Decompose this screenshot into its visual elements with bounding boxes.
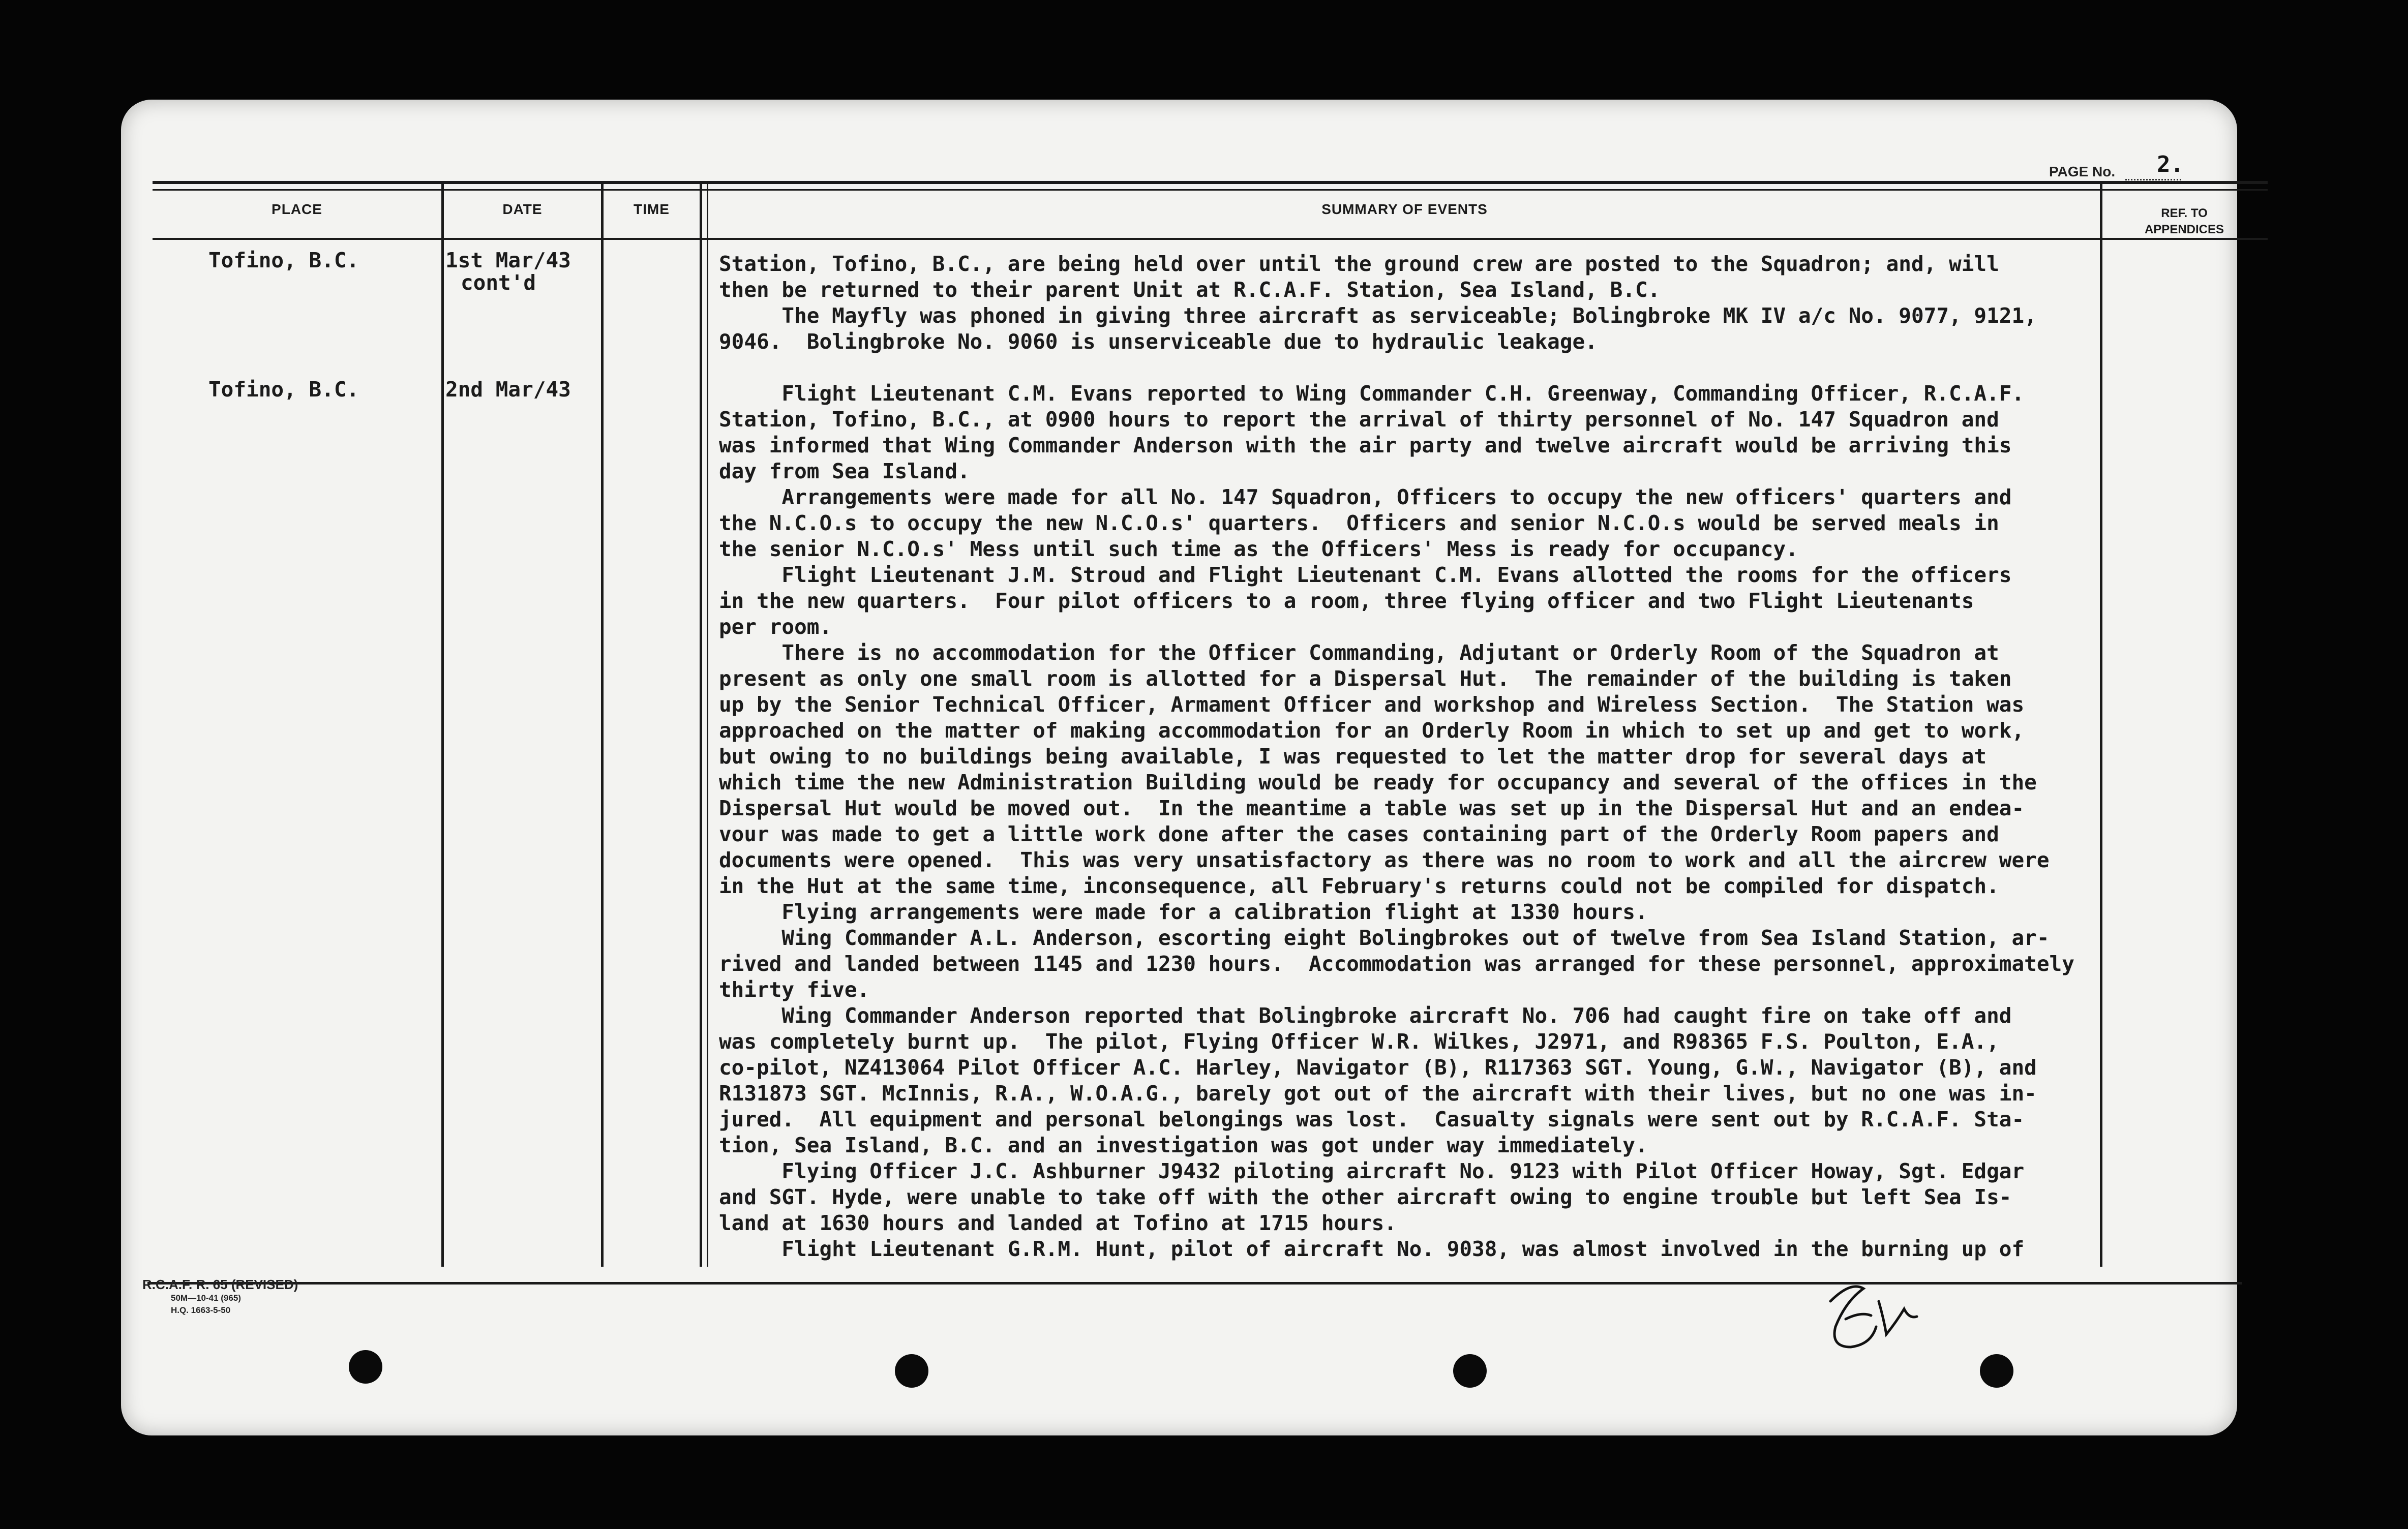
summary-line: Wing Commander A.L. Anderson, escorting eight Bolingbrokes out of twelve from Sea Island Station, ar-	[719, 926, 2050, 950]
table-top-rule-2	[153, 189, 2268, 191]
summary-line: which time the new Administration Building would be ready for occupancy and several of the offices in the	[719, 770, 2037, 794]
summary-line: Flying Officer J.C. Ashburner J9432 piloting aircraft No. 9123 with Pilot Officer Howay, Sgt. Edgar	[719, 1159, 2025, 1183]
entry-1-date-line2: cont'd	[461, 270, 536, 295]
column-divider-place-date	[441, 184, 444, 1267]
punch-hole	[1453, 1354, 1487, 1388]
form-id-line2: 50M—10-41 (965)	[171, 1293, 241, 1303]
punch-hole	[349, 1350, 382, 1384]
summary-line: tion, Sea Island, B.C. and an investigation was got under way immediately.	[719, 1133, 1648, 1157]
header-ref-appendices	[2103, 205, 2266, 238]
summary-line: Station, Tofino, B.C., at 0900 hours to report the arrival of thirty personnel of No. 147 Squadron and	[719, 407, 1999, 432]
header-bottom-rule	[153, 238, 2268, 240]
summary-line: approached on the matter of making accommodation for an Orderly Room in which to set up and get to work,	[719, 718, 2025, 743]
form-id-line1: R.C.A.F. R. 65 (REVISED)	[142, 1277, 298, 1292]
summary-line: co-pilot, NZ413064 Pilot Officer A.C. Harley, Navigator (B), R117363 SGT. Young, G.W., Navigator (B), and	[719, 1055, 2037, 1080]
summary-of-events	[719, 251, 2112, 1262]
summary-line: R131873 SGT. McInnis, R.A., W.O.A.G., barely got out of the aircraft with their lives, but no one was in-	[719, 1081, 2037, 1106]
entry-2-place: Tofino, B.C.	[208, 377, 359, 402]
summary-line: Station, Tofino, B.C., are being held over until the ground crew are posted to the Squadron; and, will	[719, 252, 1999, 276]
summary-line: present as only one small room is allotted for a Dispersal Hut. The remainder of the building is taken	[719, 666, 2012, 691]
summary-line: Flight Lieutenant G.R.M. Hunt, pilot of aircraft No. 9038, was almost involved in the burning up of	[719, 1237, 2025, 1261]
summary-line: in the Hut at the same time, inconsequence, all February's returns could not be compiled for dispatch.	[719, 874, 1999, 898]
header-ref-line2: APPENDICES	[2144, 223, 2224, 236]
summary-line: Flight Lieutenant J.M. Stroud and Flight Lieutenant C.M. Evans allotted the rooms for the officers	[719, 563, 2012, 587]
page-number-value: 2.	[2157, 151, 2184, 177]
summary-line: up by the Senior Technical Officer, Armament Officer and workshop and Wireless Section. The Station was	[719, 692, 2025, 717]
punch-hole	[895, 1354, 928, 1388]
table-top-rule	[153, 181, 2268, 184]
summary-line: rived and landed between 1145 and 1230 hours. Accommodation was arranged for these personnel, approximately	[719, 952, 2074, 976]
summary-line: jured. All equipment and personal belongings was lost. Casualty signals were sent out by R.C.A.F. Sta-	[719, 1107, 2025, 1132]
summary-line: was informed that Wing Commander Anderson with the air party and twelve aircraft would be arriving this	[719, 433, 2012, 457]
summary-line: 9046. Bolingbroke No. 9060 is unserviceable due to hydraulic leakage.	[719, 329, 1598, 354]
summary-line: was completely burnt up. The pilot, Flying Officer W.R. Wilkes, J2971, and R98365 F.S. Poulton, E.A.,	[719, 1029, 1999, 1054]
summary-line: The Mayfly was phoned in giving three aircraft as serviceable; Bolingbroke MK IV a/c No. 9077, 9121,	[719, 303, 2037, 328]
summary-line: Flying arrangements were made for a calibration flight at 1330 hours.	[719, 900, 1648, 924]
entry-2-date-line1: 2nd Mar/43	[445, 377, 571, 402]
header-place: PLACE	[272, 201, 322, 217]
summary-line: land at 1630 hours and landed at Tofino at 1715 hours.	[719, 1211, 1397, 1235]
summary-line: Arrangements were made for all No. 147 Squadron, Officers to occupy the new officers' quarters and	[719, 485, 2012, 509]
form-id-line3: H.Q. 1663-5-50	[171, 1305, 231, 1315]
entry-1-date-line1: 1st Mar/43	[445, 248, 571, 272]
column-divider-time-summary-2	[707, 184, 708, 1267]
page-number-label: PAGE No.	[2049, 164, 2116, 179]
header-date: DATE	[502, 201, 543, 217]
punch-hole	[1980, 1354, 2013, 1388]
summary-line: Dispersal Hut would be moved out. In the meantime a table was set up in the Dispersal Hut and an endea-	[719, 796, 2025, 820]
summary-line	[719, 355, 2112, 381]
summary-line: then be returned to their parent Unit at R.C.A.F. Station, Sea Island, B.C.	[719, 278, 1661, 302]
header-summary: SUMMARY OF EVENTS	[1321, 201, 1488, 217]
summary-line: thirty five.	[719, 977, 870, 1002]
summary-line: There is no accommodation for the Officer Commanding, Adjutant or Orderly Room of the Squadron at	[719, 640, 1999, 665]
entry-1-place: Tofino, B.C.	[208, 248, 359, 272]
handwritten-initials	[1815, 1271, 1937, 1362]
column-divider-date-time	[601, 184, 604, 1267]
form-identifier	[142, 1277, 298, 1317]
summary-line: in the new quarters. Four pilot officers to a room, three flying officer and two Flight Lieutenants	[719, 589, 1974, 613]
summary-line: vour was made to get a little work done after the cases containing part of the Orderly Room papers and	[719, 822, 1999, 846]
summary-line: per room.	[719, 615, 832, 639]
header-ref-line1: REF. TO	[2161, 206, 2208, 220]
summary-line: the N.C.O.s to occupy the new N.C.O.s' quarters. Officers and senior N.C.O.s would be served meals in	[719, 511, 1999, 535]
summary-line: the senior N.C.O.s' Mess until such time as the Officers' Mess is ready for occupancy.	[719, 537, 1798, 561]
summary-line: Wing Commander Anderson reported that Bolingbroke aircraft No. 706 had caught fire on take off and	[719, 1003, 2012, 1028]
summary-line: documents were opened. This was very unsatisfactory as there was no room to work and all the aircrew were	[719, 848, 2050, 872]
summary-line: day from Sea Island.	[719, 459, 970, 483]
page-number-underline	[2125, 179, 2181, 180]
summary-line: Flight Lieutenant C.M. Evans reported to Wing Commander C.H. Greenway, Commanding Officer, R.C.A.F.	[719, 381, 2025, 406]
summary-line: but owing to no buildings being available, I was requested to let the matter drop for several days at	[719, 744, 1987, 769]
header-time: TIME	[634, 201, 670, 217]
summary-line: and SGT. Hyde, were unable to take off with the other aircraft owing to engine trouble but left Sea Is-	[719, 1185, 2012, 1209]
column-divider-time-summary	[700, 184, 702, 1267]
